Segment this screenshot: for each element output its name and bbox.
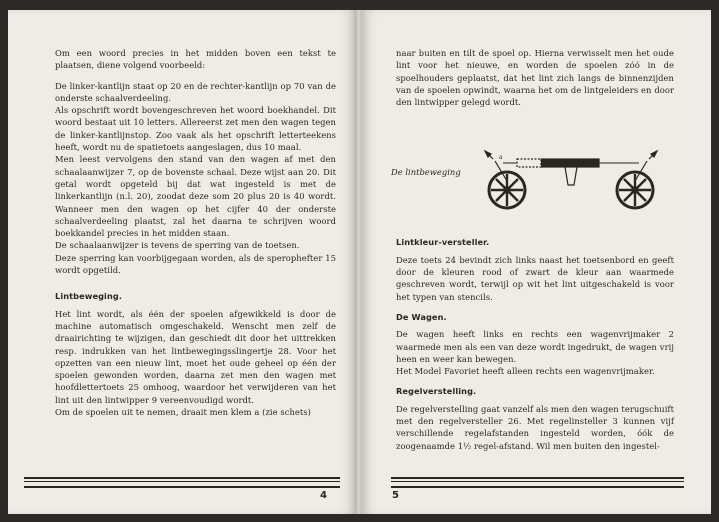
paragraph: De wagen heeft links en rechts een wagenvrijmaker 2 waarmede men als een van deze wordt ingedrukt, de wagen vrij heen en weer kan bewegen. (396, 329, 674, 364)
paragraph: Om een woord precies in het midden boven een tekst te plaatsen, diene volgend voorbeeld: (55, 48, 336, 71)
section-heading: Regelverstelling. (396, 386, 477, 397)
paragraph: Men leest vervolgens den stand van den wagen af met den schaalaanwijzer 7, op de bovenste schaal. Deze wijst aan 20. Dit getal wordt opgeteld bij dat wat ingesteld is met de linkerkantlijn (n.l. 20), zoodat deze som 20 plus 20 is 40 wordt. Wanneer men den wagen op het cijfer 40 der onderste schaalverdeeling plaatst, zal het daarna te schrijven woord boekkandel precies in het midden staan. (55, 154, 336, 239)
footer-rule (24, 477, 340, 488)
paragraph: Om de spoelen uit te nemen, draait men klem a (zie schets) (55, 407, 311, 418)
paragraph: De schaalaanwijzer is tevens de sperring van de toetsen. (55, 240, 300, 251)
figure-label: a (499, 154, 503, 161)
section-heading: Lintbeweging. (55, 291, 123, 302)
right-text-column (396, 47, 674, 452)
left-page (8, 10, 357, 514)
page-number: 5 (392, 490, 399, 501)
page-number: 4 (320, 490, 327, 501)
paragraph: De regelverstelling gaat vanzelf als men den wagen terugschuift met den regelversteller 26. Met regelinsteller 3 kunnen vijf verschillende regelafstanden ingesteld worden, óók de zoogenaamde 1½ regel-afstand. Wil men buiten den ingestel- (396, 403, 674, 451)
right-page (361, 10, 711, 514)
paragraph: Deze toets 24 bevindt zich links naast het toetsenbord en geeft door de kleuren rood of zwart de kleur aan waarmede geschreven wordt, terwijl op wit het lint uitgeschakeld is voor het typen van stencils. (396, 254, 674, 302)
left-text-column (55, 47, 336, 418)
ribbon-mechanism-figure (471, 145, 671, 215)
paragraph: Het Model Favoriet heeft alleen rechts een wagenvrijmaker. (396, 366, 655, 377)
figure-caption: De lintbeweging (391, 167, 461, 177)
paragraph: naar buiten en tilt de spoel op. Hierna verwisselt men het oude lint voor het nieuwe, en worden de spoelen zóó in de spoelhouders geplaatst, dat het lint zich langs de binnenzijden van de spoelen opwindt, waarna het om de lintgeleiders en door den lintwipper gelegd wordt. (396, 48, 674, 108)
paragraph: Als opschrift wordt bovengeschreven het woord boekhandel. Dit woord bestaat uit 10 letters. Allereerst zet men den wagen tegen de linker-kantlijnstop. Zoo vaak als het opschrift letterteekens heeft, wordt nu de spatietoets aangeslagen, dus 10 maal. (55, 105, 336, 153)
section-heading: Lintkleur-versteller. (396, 237, 490, 248)
section-heading: De Wagen. (396, 311, 447, 322)
paragraph: Het lint wordt, als één der spoelen afgewikkeld is door de machine automatisch omgeschakeld. Wenscht men zelf de draairichting te wijzigen, dan geschiedt dit door het uittrekken resp. indrukken van het lintbewegingsslingertje 28. Voor het opzetten van een nieuw lint, moet het oude geheel op één der spoelen gewonden worden, daarna zet men den wagen met hoofdlettertoets 25 omhoog, waardoor het verwijderen van het lint uit den lintwipper 9 vereenvoudigd wordt. (55, 308, 336, 405)
footer-rule (391, 477, 684, 488)
paragraph: Deze sperring kan voorbijgegaan worden, als de sperophefter 15 wordt opgetild. (55, 252, 336, 276)
paragraph: De linker-kantlijn staat op 20 en de rechter-kantlijn op 70 van de onderste schaalverdeeling. (55, 80, 336, 103)
